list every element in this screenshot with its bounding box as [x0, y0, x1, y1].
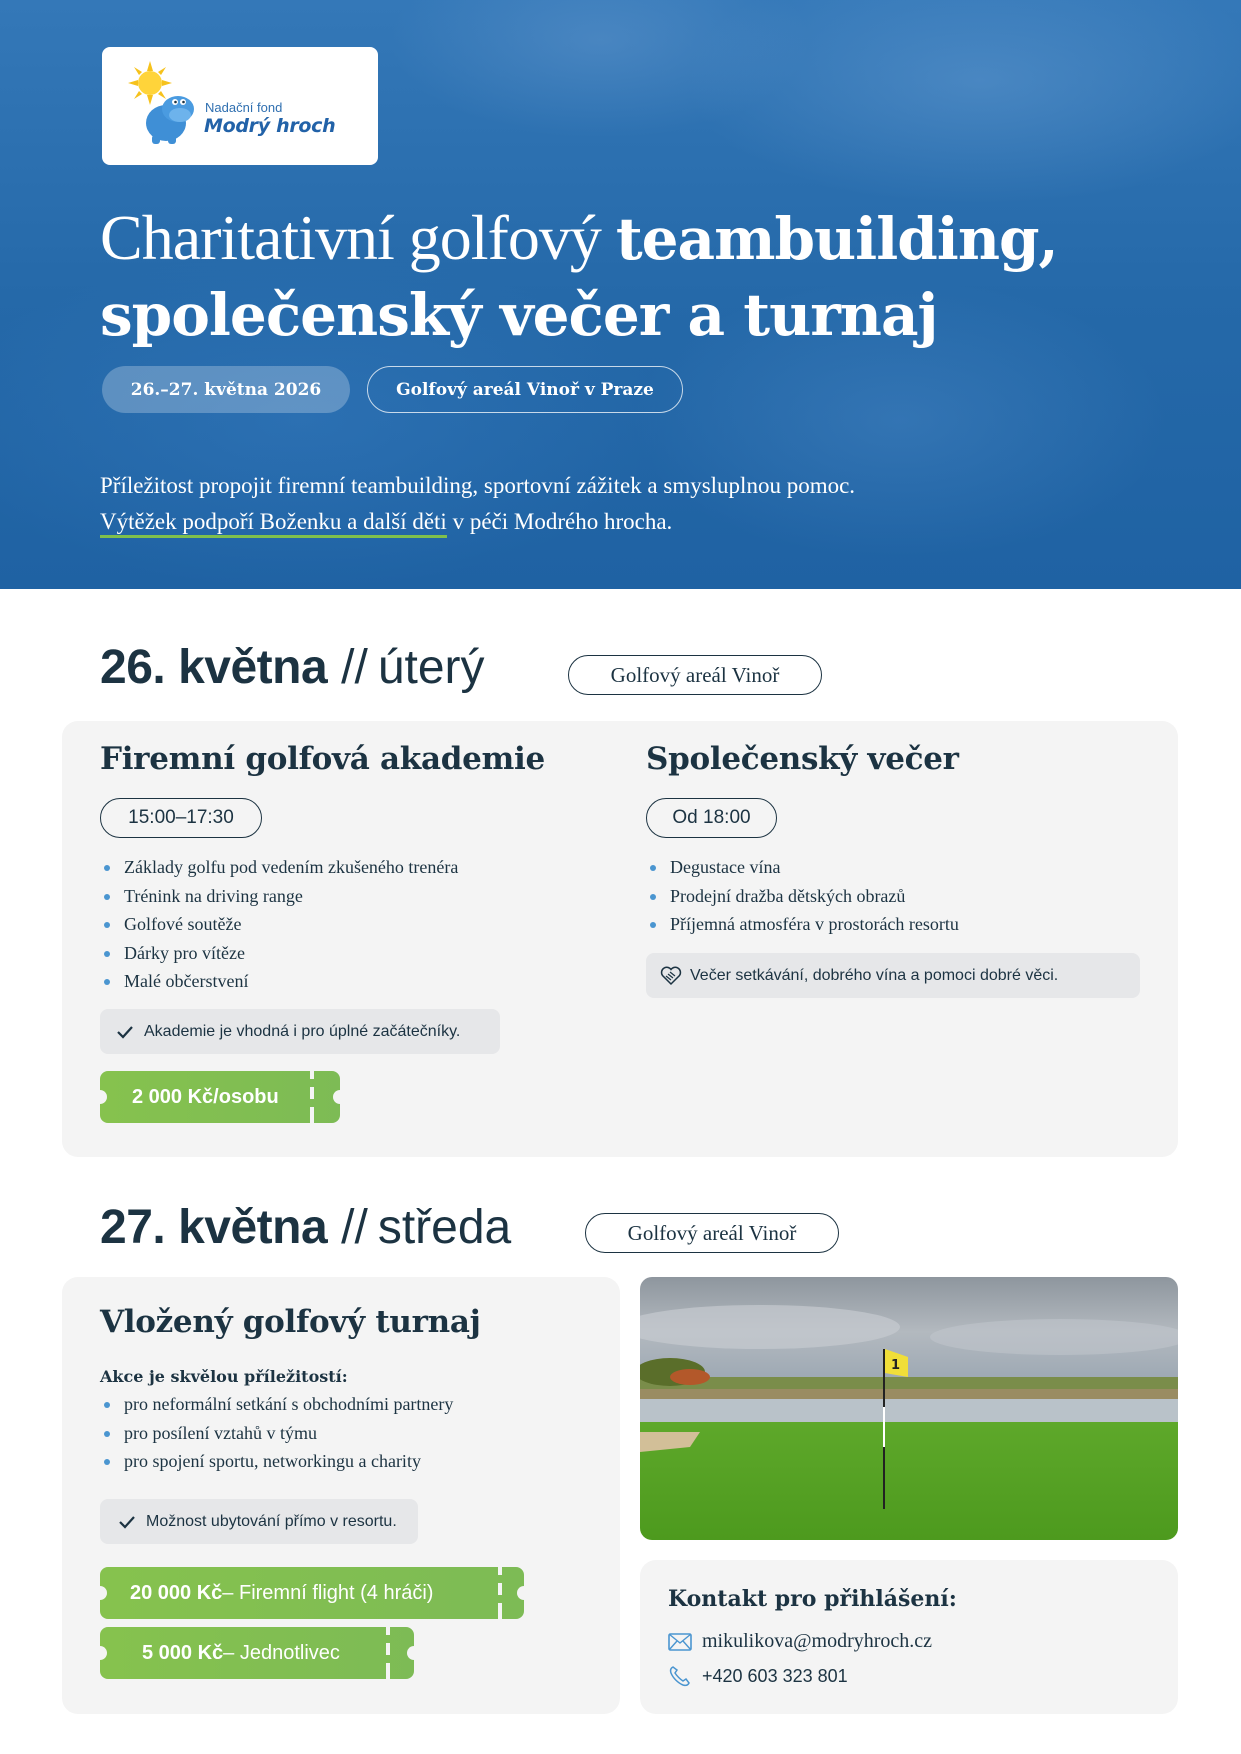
list-item: Malé občerstvení	[100, 967, 458, 996]
flight-price: 20 000 Kč	[130, 1581, 223, 1604]
check-icon	[116, 1515, 138, 1529]
heart-handshake-icon	[660, 966, 682, 986]
list-item: Degustace vína	[646, 853, 959, 882]
tournament-subtitle: Akce je skvělou příležitostí:	[100, 1367, 348, 1386]
evening-time-badge: Od 18:00	[646, 798, 777, 838]
contact-email[interactable]: mikulikova@modryhroch.cz	[702, 1630, 933, 1652]
academy-note	[100, 1009, 500, 1054]
academy-note-text: Akademie je vhodná i pro úplné začátečníky.	[144, 1022, 461, 1040]
list-item: Trénink na driving range	[100, 882, 458, 911]
title-bold-1: teambuilding,	[615, 205, 1058, 273]
logo[interactable]	[102, 47, 378, 165]
hippo-icon	[140, 87, 198, 145]
day1-date: 26. května	[100, 641, 328, 694]
evening-note	[646, 953, 1140, 998]
list-item: Golfové soutěže	[100, 910, 458, 939]
svg-text:1: 1	[891, 1358, 901, 1373]
tournament-title: Vložený golfový turnaj	[100, 1304, 481, 1340]
list-item: Prodejní dražba dětských obrazů	[646, 882, 959, 911]
list-item: pro neformální setkání s obchodními partnery	[100, 1390, 453, 1419]
evening-list	[646, 853, 959, 939]
desc-line-2	[100, 504, 1160, 540]
day2-venue-badge: Golfový areál Vinoř	[585, 1213, 839, 1253]
day2-separator: //	[341, 1201, 368, 1254]
tournament-card	[62, 1277, 620, 1714]
list-item: Základy golfu pod vedením zkušeného trenéra	[100, 853, 458, 882]
list-item: Dárky pro vítěze	[100, 939, 458, 968]
academy-title: Firemní golfová akademie	[100, 741, 545, 777]
day1-heading	[100, 640, 485, 695]
page-title	[100, 200, 1160, 353]
contact-title: Kontakt pro přihlášení:	[668, 1586, 957, 1612]
logo-subtitle: Nadační fond	[205, 100, 283, 115]
list-item: pro spojení sportu, networkingu a charity	[100, 1447, 453, 1476]
golf-course-photo	[640, 1277, 1178, 1540]
hero-description	[100, 468, 1160, 540]
envelope-icon	[668, 1633, 692, 1651]
logo-name: Modrý hroch	[204, 115, 336, 137]
academy-price-ticket	[100, 1071, 340, 1123]
day2-date: 27. května	[100, 1201, 328, 1254]
day1-card	[62, 721, 1178, 1157]
price-ticket-individual	[100, 1627, 414, 1679]
individual-label: – Jednotlivec	[223, 1641, 340, 1664]
academy-time-badge: 15:00–17:30	[100, 798, 262, 838]
phone-icon	[668, 1665, 692, 1687]
day2-heading	[100, 1200, 511, 1255]
place-badge: Golfový areál Vinoř v Praze	[367, 366, 683, 413]
tournament-note-text: Možnost ubytování přímo v resortu.	[146, 1512, 397, 1530]
day1-separator: //	[341, 641, 368, 694]
contact-phone[interactable]: +420 603 323 801	[702, 1665, 848, 1686]
evening-note-text: Večer setkávání, dobrého vína a pomoci dobré věci.	[690, 966, 1059, 984]
check-icon	[114, 1025, 136, 1039]
tournament-note	[100, 1499, 418, 1544]
evening-title: Společenský večer	[646, 741, 959, 777]
list-item: Příjemná atmosféra v prostorách resortu	[646, 910, 959, 939]
title-light: Charitativní golfový	[100, 202, 616, 273]
day1-venue-badge: Golfový areál Vinoř	[568, 655, 822, 695]
contact-card	[640, 1560, 1178, 1714]
day1-weekday: úterý	[377, 641, 485, 694]
academy-price: 2 000 Kč/osobu	[132, 1085, 279, 1108]
desc-line-1: Příležitost propojit firemní teambuilding, sportovní zážitek a smysluplnou pomoc.	[100, 473, 856, 498]
flight-label: – Firemní flight (4 hráči)	[222, 1581, 434, 1604]
date-badge: 26.–27. května 2026	[102, 366, 350, 413]
tournament-list	[100, 1390, 453, 1476]
hero-banner	[0, 0, 1241, 589]
desc-rest: v péči Modrého hrocha.	[446, 509, 673, 534]
day2-weekday: středa	[377, 1201, 512, 1254]
list-item: pro posílení vztahů v týmu	[100, 1419, 453, 1448]
contact-phone-link[interactable]	[668, 1665, 848, 1687]
price-ticket-flight	[100, 1567, 524, 1619]
contact-email-link[interactable]	[668, 1630, 932, 1653]
academy-list	[100, 853, 458, 996]
desc-highlight: Výtěžek podpoří Boženku a další děti	[100, 509, 447, 538]
title-bold-2: společenský večer a turnaj	[100, 281, 938, 349]
individual-price: 5 000 Kč	[142, 1641, 224, 1664]
